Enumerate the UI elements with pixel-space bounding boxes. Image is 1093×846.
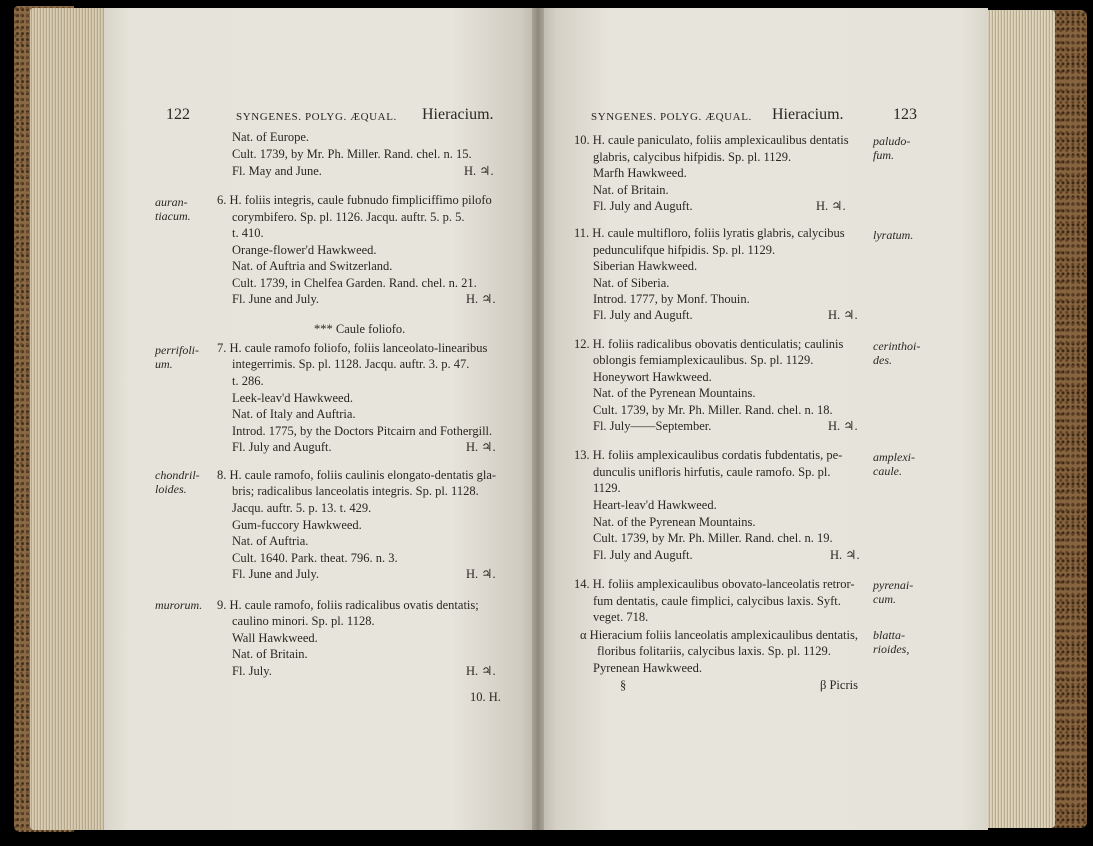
text-line: Gum-fuccory Hawkweed. bbox=[232, 518, 362, 532]
text-line: Nat. of Auftria. bbox=[232, 534, 309, 548]
left-page-number: 122 bbox=[166, 106, 190, 123]
text-line: caulino minori. Sp. pl. 1128. bbox=[232, 614, 375, 628]
text-line: 9. H. caule ramofo, foliis radicalibus ovatis dentatis; bbox=[217, 598, 479, 612]
text-line: glabris, calycibus hifpidis. Sp. pl. 1129. bbox=[593, 150, 792, 164]
text-line: Nat. of Europe. bbox=[232, 130, 310, 144]
text-line: Pyrenean Hawkweed. bbox=[593, 661, 702, 675]
text-line: H. ♃. bbox=[466, 292, 496, 306]
text-line: Cult. 1739, by Mr. Ph. Miller. Rand. chel. n. 15. bbox=[232, 147, 472, 161]
text-line: Nat. of the Pyrenean Mountains. bbox=[593, 386, 756, 400]
text-line: integerrimis. Sp. pl. 1128. Jacqu. auftr. 3. p. 47. bbox=[232, 357, 470, 371]
text-line: H. ♃. bbox=[466, 664, 496, 678]
right-page-number: 123 bbox=[893, 106, 917, 123]
text-line: Nat. of Italy and Auftria. bbox=[232, 407, 356, 421]
left-page-edges bbox=[30, 8, 108, 830]
text-line: t. 286. bbox=[232, 374, 264, 388]
text-line: H. ♃. bbox=[466, 567, 496, 581]
margin-species-name: amplexi- caule. bbox=[873, 450, 915, 478]
text-line: § bbox=[620, 678, 627, 692]
text-line: α Hieracium foliis lanceolatis amplexicaulibus dentatis, bbox=[580, 628, 858, 642]
text-line: 8. H. caule ramofo, foliis caulinis elongato-dentatis gla- bbox=[217, 468, 497, 482]
text-line: bris; radicalibus lanceolatis integris. Sp. pl. 1128. bbox=[232, 484, 479, 498]
text-line: *** Caule foliofo. bbox=[314, 322, 406, 336]
margin-species-name: blatta- rioides, bbox=[873, 628, 910, 656]
text-line: H. ♃. bbox=[466, 440, 496, 454]
margin-species-name: perrifoli- um. bbox=[155, 343, 199, 371]
text-line: Nat. of Siberia. bbox=[593, 276, 670, 290]
text-line: Cult. 1640. Park. theat. 796. n. 3. bbox=[232, 551, 398, 565]
text-line: 10. H. caule paniculato, foliis amplexicaulibus dentatis bbox=[574, 133, 849, 147]
text-line: pedunculifque hifpidis. Sp. pl. 1129. bbox=[593, 243, 776, 257]
right-running-head-genus: Hieracium. bbox=[772, 106, 844, 123]
text-line: dunculis unifloris hirfutis, caule ramofo. Sp. pl. bbox=[593, 465, 831, 479]
margin-species-name: cerinthoi- des. bbox=[873, 339, 921, 367]
left-running-head: SYNGENES. POLYG. ÆQUAL. bbox=[236, 111, 397, 123]
text-line: Leek-leav'd Hawkweed. bbox=[232, 391, 353, 405]
text-line: Fl. July and Auguft. bbox=[593, 199, 693, 213]
text-line: Fl. June and July. bbox=[232, 292, 320, 306]
text-line: 7. H. caule ramofo foliofo, foliis lanceolato-linearibus bbox=[217, 341, 488, 355]
text-line: veget. 718. bbox=[593, 610, 649, 624]
text-line: H. ♃. bbox=[828, 419, 858, 433]
text-line: Cult. 1739, by Mr. Ph. Miller. Rand. chel. n. 19. bbox=[593, 531, 833, 545]
text-line: Nat. of the Pyrenean Mountains. bbox=[593, 515, 756, 529]
text-line: Heart-leav'd Hawkweed. bbox=[593, 498, 717, 512]
text-line: 12. H. foliis radicalibus obovatis denticulatis; caulinis bbox=[574, 337, 844, 351]
text-line: t. 410. bbox=[232, 226, 264, 240]
text-line: 6. H. foliis integris, caule fubnudo fimpliciffimo pilofo bbox=[217, 193, 492, 207]
margin-species-name: paludo- fum. bbox=[873, 134, 911, 162]
right-page-edges bbox=[985, 10, 1055, 828]
text-line: corymbifero. Sp. pl. 1126. Jacqu. auftr. 5. p. 5. bbox=[232, 210, 465, 224]
right-running-head: SYNGENES. POLYG. ÆQUAL. bbox=[591, 111, 752, 123]
text-line: floribus folitariis, calycibus laxis. Sp. pl. 1129. bbox=[597, 644, 831, 658]
text-line: Fl. July. bbox=[232, 664, 272, 678]
text-line: Nat. of Britain. bbox=[593, 183, 669, 197]
text-line: Nat. of Britain. bbox=[232, 647, 308, 661]
margin-species-name: auran- tiacum. bbox=[155, 195, 191, 223]
text-line: 13. H. foliis amplexicaulibus cordatis fubdentatis, pe- bbox=[574, 448, 843, 462]
margin-species-name: murorum. bbox=[155, 598, 203, 612]
text-line: H. ♃. bbox=[828, 308, 858, 322]
text-line: 10. H. bbox=[470, 690, 501, 704]
text-line: Fl. July——September. bbox=[593, 419, 712, 433]
text-line: Orange-flower'd Hawkweed. bbox=[232, 243, 377, 257]
text-line: fum dentatis, caule fimplici, calycibus laxis. Syft. bbox=[593, 594, 841, 608]
text-line: Honeywort Hawkweed. bbox=[593, 370, 712, 384]
text-line: Wall Hawkweed. bbox=[232, 631, 318, 645]
text-line: Introd. 1777, by Monf. Thouin. bbox=[593, 292, 750, 306]
text-line: H. ♃. bbox=[830, 548, 860, 562]
text-line: H. ♃. bbox=[464, 164, 494, 178]
margin-species-name: chondril- loides. bbox=[155, 468, 200, 496]
text-line: Fl. July and Auguft. bbox=[232, 440, 332, 454]
text-line: Introd. 1775, by the Doctors Pitcairn and Fothergill. bbox=[232, 424, 493, 438]
text-line: Fl. July and Auguft. bbox=[593, 308, 693, 322]
text-line: 14. H. foliis amplexicaulibus obovato-lanceolatis retror- bbox=[574, 577, 855, 591]
text-line: Nat. of Auftria and Switzerland. bbox=[232, 259, 393, 273]
text-line: Jacqu. auftr. 5. p. 13. t. 429. bbox=[232, 501, 372, 515]
text-line: Cult. 1739, by Mr. Ph. Miller. Rand. chel. n. 18. bbox=[593, 403, 833, 417]
text-line: 11. H. caule multifloro, foliis lyratis glabris, calycibus bbox=[574, 226, 845, 240]
text-line: Fl. May and June. bbox=[232, 164, 322, 178]
text-line: Fl. June and July. bbox=[232, 567, 320, 581]
text-line: oblongis femiamplexicaulibus. Sp. pl. 1129. bbox=[593, 353, 814, 367]
text-line: β Picris bbox=[820, 678, 858, 692]
text-line: Marfh Hawkweed. bbox=[593, 166, 687, 180]
text-line: 1129. bbox=[593, 481, 621, 495]
text-line: Siberian Hawkweed. bbox=[593, 259, 698, 273]
margin-species-name: pyrenai- cum. bbox=[873, 578, 914, 606]
margin-species-name: lyratum. bbox=[873, 228, 914, 242]
text-line: Fl. July and Auguft. bbox=[593, 548, 693, 562]
left-running-head-genus: Hieracium. bbox=[422, 106, 494, 123]
book-gutter bbox=[532, 8, 544, 830]
text-line: Cult. 1739, in Chelfea Garden. Rand. chel. n. 21. bbox=[232, 276, 477, 290]
text-line: H. ♃. bbox=[816, 199, 846, 213]
